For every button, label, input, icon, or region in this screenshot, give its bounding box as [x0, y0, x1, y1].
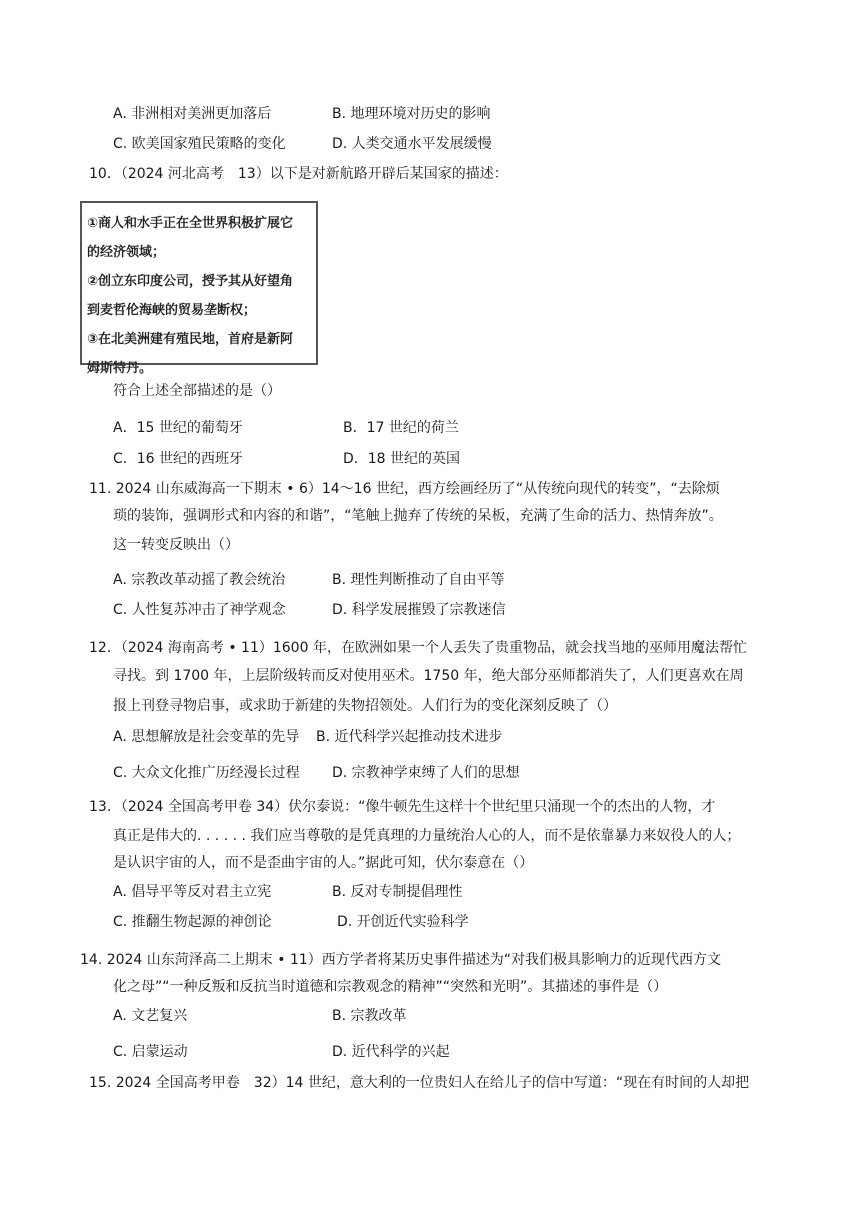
q14-option-d: D. 近代科学的兴起 [332, 1044, 450, 1060]
q10-option-a: A．15 世纪的葡萄牙 [113, 420, 243, 436]
q10-box-line: ③在北美洲建有殖民地，首府是新阿 [87, 332, 294, 347]
q14-option-a: A. 文艺复兴 [113, 1008, 188, 1024]
q12-option-a: A. 思想解放是社会变革的先导 [113, 729, 300, 745]
q14-option-c: C. 启蒙运动 [113, 1044, 188, 1060]
q12-stem-line: 12．（2024 海南高考 • 11）1600 年，在欧洲如果一个人丢失了贵重物品，就会找当地的巫师用魔法帮忙 [89, 640, 747, 656]
q9-option-a: A. 非洲相对美洲更加落后 [113, 106, 272, 122]
q13-stem-line: 真正是伟大的. . . . . . 我们应当尊敬的是凭真理的力量统治人心的人，而不是依靠暴力来奴役人的人； [113, 828, 741, 844]
q11-option-a: A. 宗教改革动摇了教会统治 [113, 572, 286, 588]
q9-option-c: C. 欧美国家殖民策略的变化 [113, 136, 286, 152]
q10-box-line: 到麦哲伦海峡的贸易垄断权； [87, 303, 257, 318]
q9-option-d: D. 人类交通水平发展缓慢 [332, 136, 492, 152]
q13-stem-line: 是认识宇宙的人，而不是歪曲宇宙的人。”据此可知，伏尔泰意在（） [113, 855, 534, 871]
q11-option-d: D. 科学发展摧毁了宗教迷信 [332, 602, 506, 618]
q10-box-line: 的经济领域； [87, 245, 166, 260]
q10-box-line: ②创立东印度公司，授予其从好望角 [87, 274, 294, 289]
q10-stem: 10．（2024 河北高考 13）以下是对新航路开辟后某国家的描述： [89, 166, 508, 182]
q11-stem-line: 这一转变反映出（） [113, 537, 239, 553]
q14-stem-line: 化之母”“一种反叛和反抗当时道德和宗教观念的精神”“突然和光明”。其描述的事件是（） [113, 979, 668, 995]
q10-box-line: ①商人和水手正在全世界积极扩展它 [87, 216, 294, 231]
q10-box-line: 姆斯特丹。 [87, 361, 153, 376]
q13-stem-line: 13．（2024 全国高考甲卷 34）伏尔泰说：“像牛顿先生这样十个世纪里只涌现一个的杰出的人物，才 [89, 799, 716, 815]
q11-stem-line: 11. 2024 山东威海高一下期末 • 6）14～16 世纪，西方绘画经历了“从传统向现代的转变”，“去除烦 [89, 481, 720, 497]
q14-option-b: B. 宗教改革 [332, 1008, 407, 1024]
q13-option-c: C. 推翻生物起源的神创论 [113, 914, 272, 930]
q10-option-c: C．16 世纪的西班牙 [113, 451, 244, 467]
q13-option-b: B. 反对专制提倡理性 [332, 884, 463, 900]
q9-option-b: B. 地理环境对历史的影响 [332, 106, 491, 122]
q12-option-c: C. 大众文化推广历经漫长过程 [113, 765, 300, 781]
q12-option-d: D. 宗教神学束缚了人们的思想 [332, 765, 520, 781]
q14-stem-line: 14. 2024 山东菏泽高二上期末 • 11）西方学者将某历史事件描述为“对我们极具影响力的近现代西方文 [80, 952, 722, 968]
q12-option-b: B. 近代科学兴起推动技术进步 [316, 729, 503, 745]
q10-description-box [80, 201, 318, 376]
q10-option-d: D．18 世纪的英国 [343, 451, 461, 467]
q11-stem-line: 琐的装饰，强调形式和内容的和谐”，“笔触上抛弃了传统的呆板，充满了生命的活力、热情奔放”。 [113, 508, 723, 524]
q11-option-b: B. 理性判断推动了自由平等 [332, 572, 505, 588]
q12-stem-line: 寻找。到 1700 年，上层阶级转而反对使用巫术。1750 年，绝大部分巫师都消失了，人们更喜欢在周 [113, 668, 744, 684]
q15-stem-line: 15. 2024 全国高考甲卷 32）14 世纪，意大利的一位贵妇人在给儿子的信中写道：“现在有时间的人却把 [89, 1075, 750, 1091]
q11-option-c: C. 人性复苏冲击了神学观念 [113, 602, 286, 618]
q10-option-b: B．17 世纪的荷兰 [343, 420, 459, 436]
q13-option-d: D. 开创近代实验科学 [337, 914, 469, 930]
q12-stem-line: 报上刊登寻物启事，或求助于新建的失物招领处。人们行为的变化深刻反映了（） [113, 698, 617, 714]
q13-option-a: A. 倡导平等反对君主立宪 [113, 884, 272, 900]
q10-question: 符合上述全部描述的是（） [113, 383, 281, 399]
